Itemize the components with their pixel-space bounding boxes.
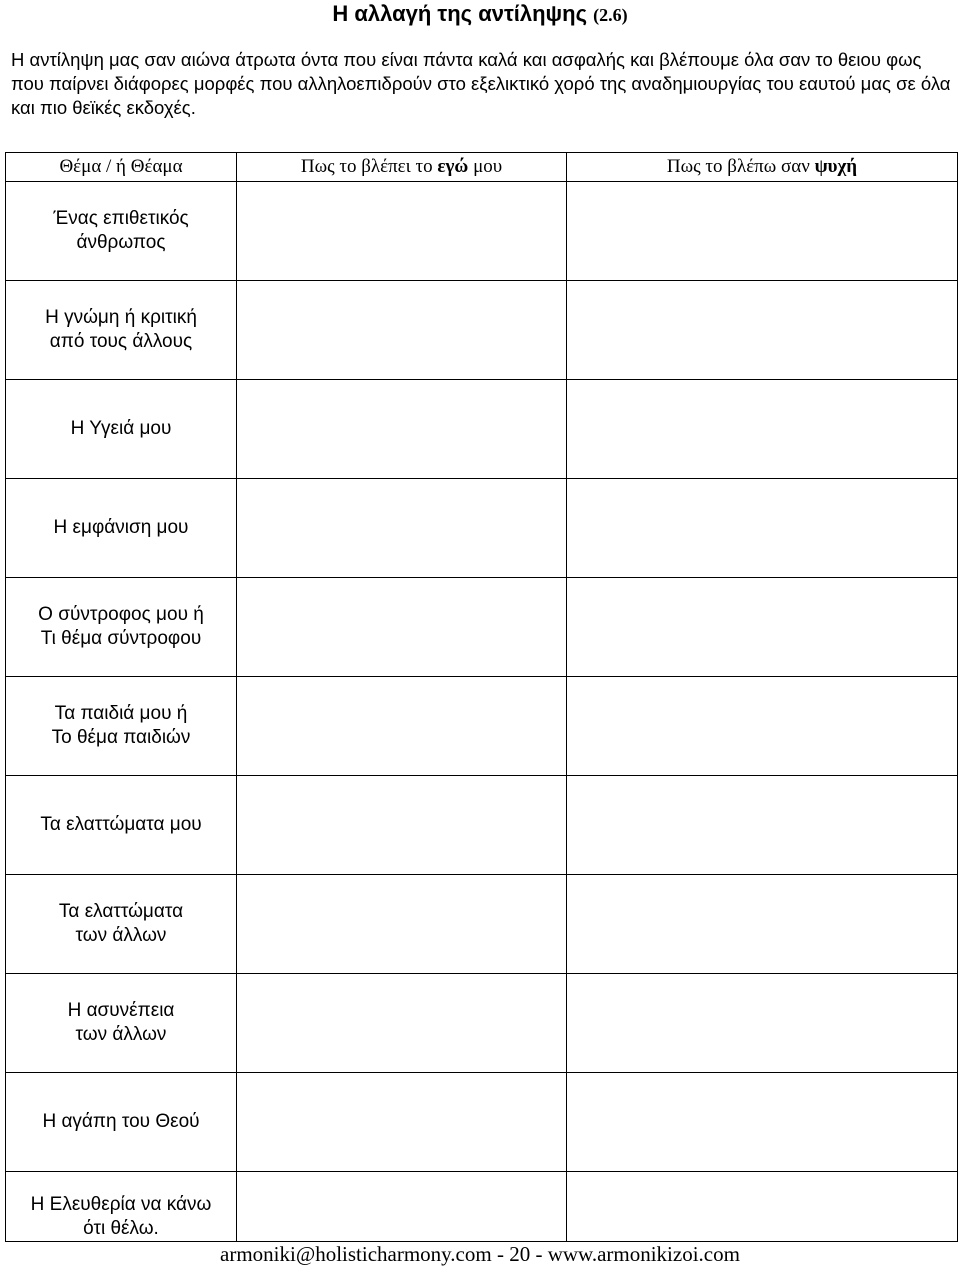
page-title-text: Η αλλαγή της αντίληψης (332, 1, 588, 26)
table-row (6, 875, 958, 974)
row-topic-label: Ο σύντροφος μου ή Τι θέμα σύντροφου (38, 604, 204, 649)
table-row (6, 677, 958, 776)
soul-answer-cell[interactable] (567, 677, 958, 776)
header-soul-view (567, 153, 958, 182)
ego-answer-cell[interactable] (237, 281, 567, 380)
soul-answer-cell[interactable] (567, 875, 958, 974)
soul-answer-cell[interactable] (567, 1073, 958, 1172)
table-header-row (6, 153, 958, 182)
row-topic-cell (6, 875, 237, 974)
ego-answer-cell[interactable] (237, 875, 567, 974)
soul-answer-cell[interactable] (567, 182, 958, 281)
row-topic-cell (6, 380, 237, 479)
row-topic-cell (6, 1172, 237, 1242)
table-row (6, 1172, 958, 1242)
table-row (6, 776, 958, 875)
page-version: (2.6) (593, 5, 628, 25)
header-ego-prefix: Πως το βλέπει το (300, 156, 438, 177)
soul-answer-cell[interactable] (567, 281, 958, 380)
ego-answer-cell[interactable] (237, 677, 567, 776)
row-topic-label: Τα ελαττώματα των άλλων (58, 901, 184, 946)
intro-paragraph: Η αντίληψη μας σαν αιώνα άτρωτα όντα που είναι πάντα καλά και ασφαλής και βλέπουμε όλα σαν το θειου φως που παίρνει διάφορες μορφές που αλληλοεπιδρούν στο εξελικτικό χορό της αναδημιουργίας του εαυτού μας σε όλα και πιο θεϊκές εκδοχές. (11, 49, 951, 118)
table-row (6, 281, 958, 380)
row-topic-label: Τα ελαττώματα μου (40, 814, 202, 835)
soul-answer-cell[interactable] (567, 776, 958, 875)
row-topic-cell (6, 578, 237, 677)
soul-answer-cell[interactable] (567, 1172, 958, 1242)
soul-answer-cell[interactable] (567, 974, 958, 1073)
row-topic-label: Ένας επιθετικός άνθρωπος (53, 208, 189, 253)
soul-answer-cell[interactable] (567, 578, 958, 677)
ego-answer-cell[interactable] (237, 776, 567, 875)
ego-answer-cell[interactable] (237, 380, 567, 479)
row-topic-label: Η εμφάνιση μου (53, 517, 189, 538)
table-row (6, 182, 958, 281)
row-topic-cell (6, 479, 237, 578)
ego-answer-cell[interactable] (237, 1172, 567, 1242)
row-topic-label: Η Ελευθερία να κάνω ότι θέλω. (30, 1194, 212, 1239)
ego-answer-cell[interactable] (237, 1073, 567, 1172)
row-topic-label: Τα παιδιά μου ή Το θέμα παιδιών (51, 703, 191, 748)
table-row (6, 578, 958, 677)
table-row (6, 1073, 958, 1172)
perception-worksheet-table (5, 152, 958, 1242)
header-ego-suffix: μου (468, 156, 503, 177)
soul-answer-cell[interactable] (567, 380, 958, 479)
row-topic-cell (6, 776, 237, 875)
ego-answer-cell[interactable] (237, 578, 567, 677)
row-topic-cell (6, 1073, 237, 1172)
row-topic-label: Η γνώμη ή κριτική από τους άλλους (45, 307, 197, 352)
page-title (0, 0, 960, 29)
soul-answer-cell[interactable] (567, 479, 958, 578)
row-topic-cell (6, 974, 237, 1073)
ego-answer-cell[interactable] (237, 974, 567, 1073)
table-row (6, 974, 958, 1073)
row-topic-label: Η ασυνέπεια των άλλων (67, 1000, 175, 1045)
page-footer: armoniki@holisticharmony.com - 20 - www.armonikizoi.com (220, 1242, 740, 1266)
ego-answer-cell[interactable] (237, 182, 567, 281)
header-topic-label: Θέμα / ή Θέαμα (59, 156, 183, 177)
table-row (6, 380, 958, 479)
header-topic (6, 153, 237, 182)
header-soul-bold: ψυχή (814, 156, 858, 177)
header-soul-prefix: Πως το βλέπω σαν (666, 156, 815, 177)
row-topic-label: Η αγάπη του Θεού (42, 1111, 200, 1132)
row-topic-label: Η Υγειά μου (70, 418, 172, 439)
row-topic-cell (6, 182, 237, 281)
header-ego-view (237, 153, 567, 182)
row-topic-cell (6, 281, 237, 380)
row-topic-cell (6, 677, 237, 776)
ego-answer-cell[interactable] (237, 479, 567, 578)
header-ego-bold: εγώ (437, 156, 469, 177)
table-row (6, 479, 958, 578)
